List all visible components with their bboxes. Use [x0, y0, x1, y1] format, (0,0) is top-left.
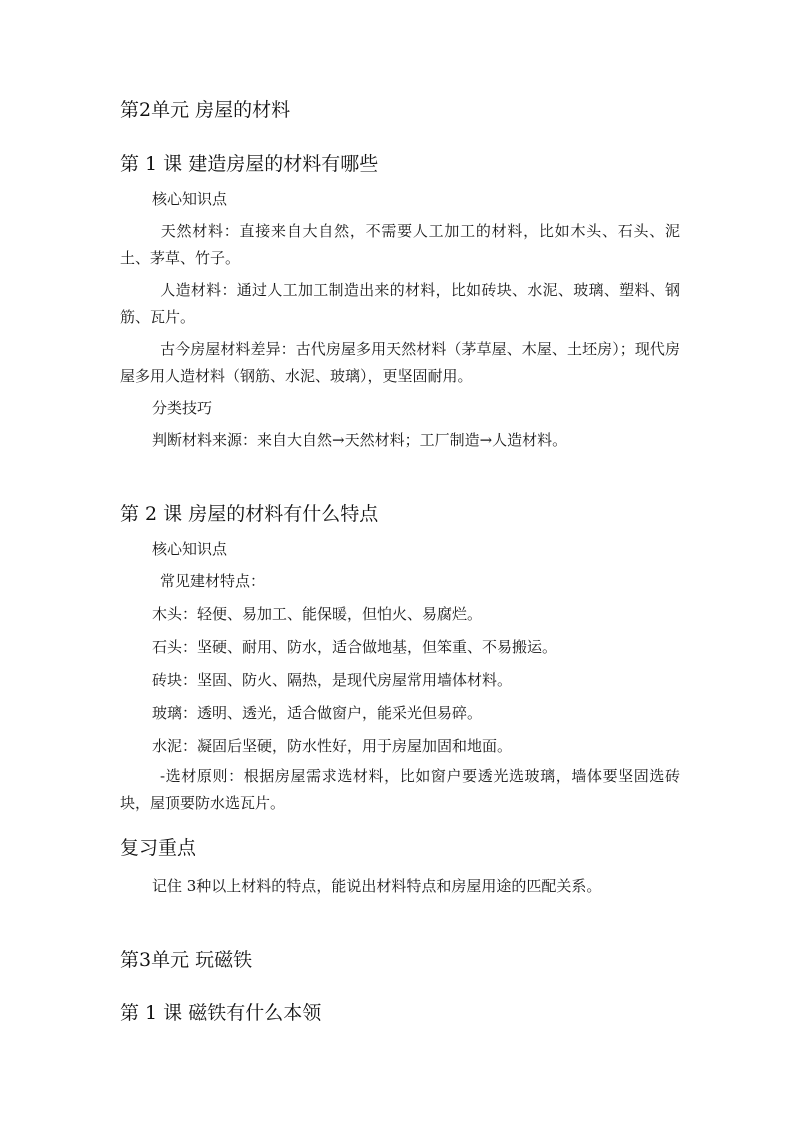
lesson1-core-heading: 核心知识点: [152, 190, 228, 208]
lesson1-title: 第 1 课 建造房屋的材料有哪些: [120, 153, 379, 175]
lesson2-title: 第 2 课 房屋的材料有什么特点: [120, 503, 379, 525]
cement-text: 水泥：凝固后坚硬，防水性好，用于房屋加固和地面。: [152, 737, 513, 755]
glass-text: 玻璃：透明、透光，适合做窗户，能采光但易碎。: [152, 704, 483, 722]
selection-principle-text: -选材原则：根据房屋需求选材料，比如窗户要透光选玻璃，墙体要坚固选砖块，屋顶要防水选瓦片。: [120, 767, 680, 812]
ancient-modern-text: 古今房屋材料差异：古代房屋多用天然材料（茅草屋、木屋、土坯房）；现代房屋多用人造材料（钢筋、水泥、玻璃），更坚固耐用。: [120, 340, 680, 385]
brick-text: 砖块：坚固、防火、隔热，是现代房屋常用墙体材料。: [152, 671, 513, 689]
selection-principle-paragraph: [120, 763, 680, 817]
unit2-title: 第2单元 房屋的材料: [120, 99, 291, 121]
lesson2-core-heading: 核心知识点: [152, 540, 228, 558]
lesson1-tips-heading: 分类技巧: [152, 399, 213, 417]
lesson1-tips-text: 判断材料来源：来自大自然→天然材料；工厂制造→人造材料。: [152, 431, 568, 449]
common-materials-heading: 常见建材特点：: [160, 572, 266, 590]
review-text: 记住 3种以上材料的特点，能说出材料特点和房屋用途的匹配关系。: [152, 877, 602, 895]
natural-materials-paragraph: [120, 218, 680, 272]
unit3-title: 第3单元 玩磁铁: [120, 949, 253, 971]
unit3-lesson1-title: 第 1 课 磁铁有什么本领: [120, 1002, 322, 1024]
ancient-modern-paragraph: [120, 336, 680, 390]
artificial-materials-text: 人造材料：通过人工加工制造出来的材料，比如砖块、水泥、玻璃、塑料、钢筋、瓦片。: [120, 281, 680, 326]
wood-text: 木头：轻便、易加工、能保暖，但怕火、易腐烂。: [152, 605, 483, 623]
artificial-materials-paragraph: [120, 277, 680, 331]
natural-materials-text: 天然材料：直接来自大自然，不需要人工加工的材料，比如木头、石头、泥土、茅草、竹子。: [120, 222, 680, 267]
review-title: 复习重点: [120, 837, 197, 859]
stone-text: 石头：坚硬、耐用、防水，适合做地基，但笨重、不易搬运。: [152, 638, 558, 656]
